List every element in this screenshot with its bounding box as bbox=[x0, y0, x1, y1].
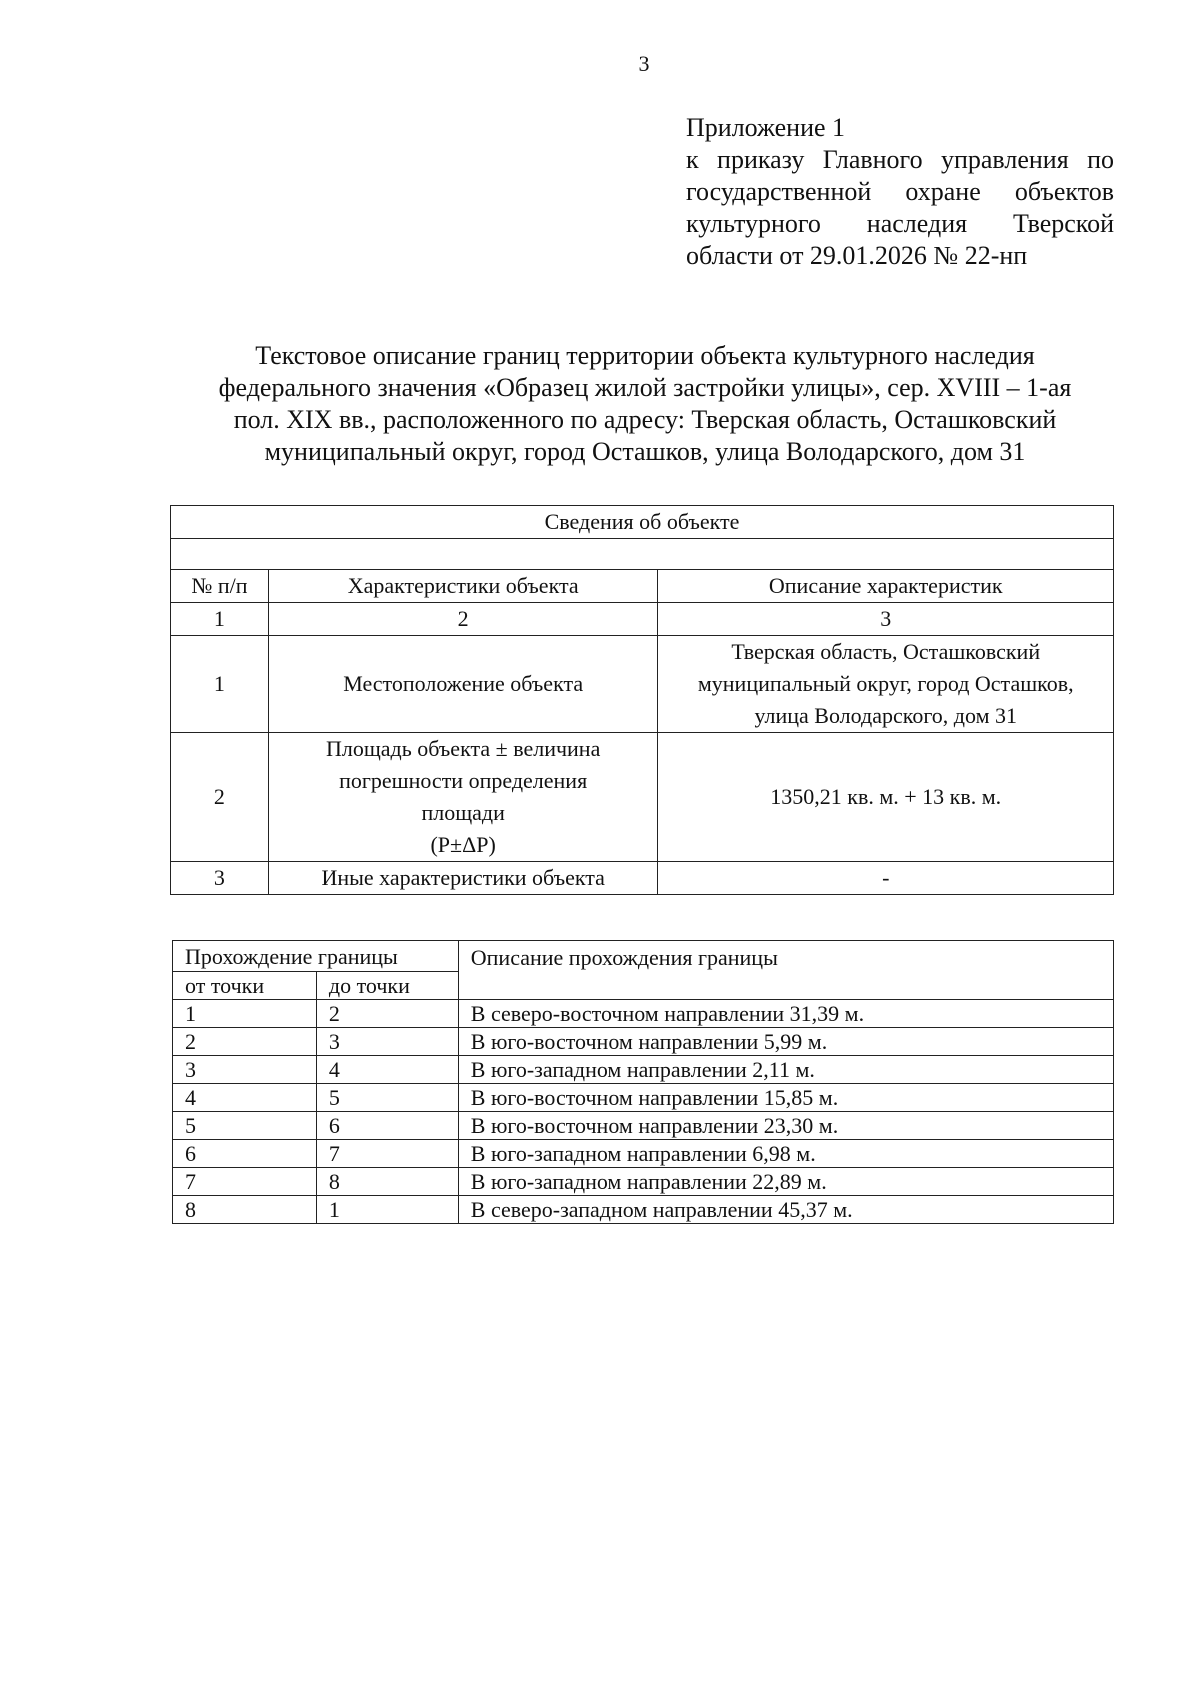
description-line: - bbox=[882, 865, 890, 890]
from-point: 7 bbox=[173, 1168, 317, 1196]
empty-row bbox=[171, 539, 1114, 570]
appendix-line: государственной охране объектов bbox=[686, 177, 1114, 206]
boundary-description: В юго-восточном направлении 23,30 м. bbox=[458, 1112, 1113, 1140]
characteristic-line: (P±ΔP) bbox=[430, 832, 496, 857]
column-header-characteristic: Характеристики объекта bbox=[268, 570, 658, 603]
appendix-block bbox=[686, 112, 1114, 272]
description-line: 1350,21 кв. м. + 13 кв. м. bbox=[770, 784, 1002, 809]
characteristic-line: площади bbox=[421, 800, 505, 825]
to-point: 3 bbox=[316, 1028, 458, 1056]
to-point-header: до точки bbox=[316, 972, 458, 1000]
row-number: 2 bbox=[171, 733, 269, 862]
boundary-description: В юго-восточном направлении 5,99 м. bbox=[458, 1028, 1113, 1056]
table-row bbox=[171, 636, 1114, 733]
from-point: 8 bbox=[173, 1196, 317, 1224]
to-point: 4 bbox=[316, 1056, 458, 1084]
appendix-line: области от 29.01.2026 № 22-нп bbox=[686, 241, 1028, 270]
characteristic-line: Площадь объекта ± величина bbox=[325, 736, 601, 761]
boundary-description: В юго-восточном направлении 15,85 м. bbox=[458, 1084, 1113, 1112]
boundary-passage-header: Прохождение границы bbox=[173, 941, 459, 972]
boundary-description: В юго-западном направлении 2,11 м. bbox=[458, 1056, 1113, 1084]
from-point: 3 bbox=[173, 1056, 317, 1084]
to-point: 5 bbox=[316, 1084, 458, 1112]
table-row bbox=[173, 1056, 1114, 1084]
column-header-description: Описание характеристик bbox=[658, 570, 1114, 603]
row-number: 3 bbox=[171, 862, 269, 895]
column-number: 3 bbox=[658, 603, 1114, 636]
table-row bbox=[171, 862, 1114, 895]
to-point: 7 bbox=[316, 1140, 458, 1168]
table-row bbox=[173, 1168, 1114, 1196]
from-point-header: от точки bbox=[173, 972, 317, 1000]
row-number: 1 bbox=[171, 636, 269, 733]
characteristic-cell bbox=[268, 636, 658, 733]
table-row bbox=[173, 1112, 1114, 1140]
title-line: федерального значения «Образец жилой застройки улицы», сер. XVIII – 1-ая bbox=[218, 373, 1072, 402]
object-info-heading: Сведения об объекте bbox=[171, 506, 1114, 539]
page-number: 3 bbox=[638, 51, 650, 76]
table-row bbox=[171, 733, 1114, 862]
appendix-line: культурного наследия Тверской bbox=[686, 209, 1114, 238]
from-point: 2 bbox=[173, 1028, 317, 1056]
column-header-number: № п/п bbox=[171, 570, 269, 603]
object-info-table bbox=[170, 505, 1114, 895]
title-line: Текстовое описание границ территории объекта культурного наследия bbox=[255, 341, 1035, 370]
characteristic-line: погрешности определения bbox=[339, 768, 588, 793]
document-title bbox=[150, 340, 1140, 468]
characteristic-line: Иные характеристики объекта bbox=[321, 865, 605, 890]
to-point: 2 bbox=[316, 1000, 458, 1028]
boundary-description: В северо-западном направлении 45,37 м. bbox=[458, 1196, 1113, 1224]
to-point: 8 bbox=[316, 1168, 458, 1196]
table-row bbox=[173, 1084, 1114, 1112]
description-cell bbox=[658, 733, 1114, 862]
boundary-description: В юго-западном направлении 6,98 м. bbox=[458, 1140, 1113, 1168]
from-point: 6 bbox=[173, 1140, 317, 1168]
boundary-description: В юго-западном направлении 22,89 м. bbox=[458, 1168, 1113, 1196]
from-point: 1 bbox=[173, 1000, 317, 1028]
description-cell bbox=[658, 636, 1114, 733]
description-line: улица Володарского, дом 31 bbox=[754, 703, 1017, 728]
from-point: 4 bbox=[173, 1084, 317, 1112]
boundary-description-header: Описание прохождения границы bbox=[458, 941, 1113, 1000]
table-row bbox=[173, 1196, 1114, 1224]
table-row bbox=[173, 1000, 1114, 1028]
column-number: 1 bbox=[171, 603, 269, 636]
to-point: 1 bbox=[316, 1196, 458, 1224]
column-number: 2 bbox=[268, 603, 658, 636]
table-row bbox=[173, 1140, 1114, 1168]
appendix-line: Приложение 1 bbox=[686, 113, 846, 142]
title-line: пол. XIX вв., расположенного по адресу: Тверская область, Осташковский bbox=[233, 405, 1057, 434]
description-line: Тверская область, Осташковский bbox=[731, 639, 1041, 664]
description-line: муниципальный округ, город Осташков, bbox=[697, 671, 1074, 696]
description-cell bbox=[658, 862, 1114, 895]
appendix-line: к приказу Главного управления по bbox=[686, 145, 1114, 174]
boundary-table bbox=[172, 940, 1114, 1224]
from-point: 5 bbox=[173, 1112, 317, 1140]
characteristic-cell bbox=[268, 733, 658, 862]
characteristic-line: Местоположение объекта bbox=[343, 671, 584, 696]
to-point: 6 bbox=[316, 1112, 458, 1140]
boundary-description: В северо-восточном направлении 31,39 м. bbox=[458, 1000, 1113, 1028]
table-row bbox=[173, 1028, 1114, 1056]
characteristic-cell bbox=[268, 862, 658, 895]
title-line: муниципальный округ, город Осташков, улица Володарского, дом 31 bbox=[264, 437, 1026, 466]
